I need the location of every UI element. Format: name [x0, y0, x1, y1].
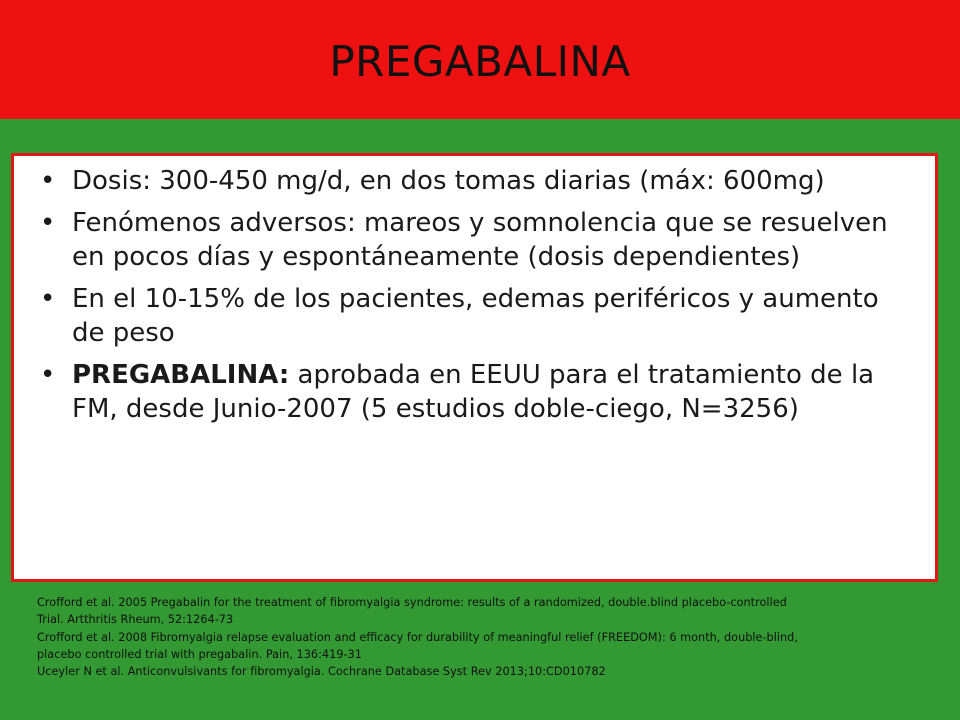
bullet-text: Fenómenos adversos: mareos y somnolencia que se resuelven en pocos días y espontáneamente (dosis dependientes)	[72, 208, 888, 272]
slide-title: PREGABALINA	[329, 37, 631, 86]
bullet-item-adverse-effects	[40, 206, 905, 274]
reference-line: Uceyler N et al. Anticonvulsivants for fibromyalgia. Cochrane Database Syst Rev 2013;10:CD010782	[37, 665, 606, 679]
bullet-icon: •	[40, 284, 56, 314]
reference-line: Crofford et al. 2005 Pregabalin for the treatment of fibromyalgia syndrome: results of a randomized, double.blind placebo-controlled	[37, 596, 787, 609]
reference-line: placebo controlled trial with pregabalin. Pain, 136:419-31	[37, 647, 362, 661]
bullet-item-dosis	[40, 164, 905, 198]
bullet-text: En el 10-15% de los pacientes, edemas periféricos y aumento de peso	[72, 284, 879, 348]
bullet-bold-lead: PREGABALINA:	[72, 360, 290, 390]
bullet-icon: •	[40, 166, 56, 196]
bullet-item-edema	[40, 282, 905, 350]
references	[37, 594, 937, 680]
bullet-icon: •	[40, 208, 56, 238]
reference-line: Trial. Artthritis Rheum, 52:1264-73	[37, 613, 234, 627]
bullet-list	[14, 156, 935, 426]
bullet-item-approval	[40, 358, 905, 426]
slide-header	[0, 0, 960, 119]
bullet-text: Dosis: 300-450 mg/d, en dos tomas diarias (máx: 600mg)	[72, 166, 825, 196]
bullet-icon: •	[40, 360, 56, 390]
reference-line: Crofford et al. 2008 Fibromyalgia relapse evaluation and efficacy for durability of meaningful relief (FREEDOM): 6 month, double-blind,	[37, 630, 798, 644]
content-box	[11, 153, 938, 582]
bullet-text: aprobada en EEUU para el tratamiento de la FM, desde Junio-2007 (5 estudios doble-ciego, N=3256)	[72, 360, 875, 424]
